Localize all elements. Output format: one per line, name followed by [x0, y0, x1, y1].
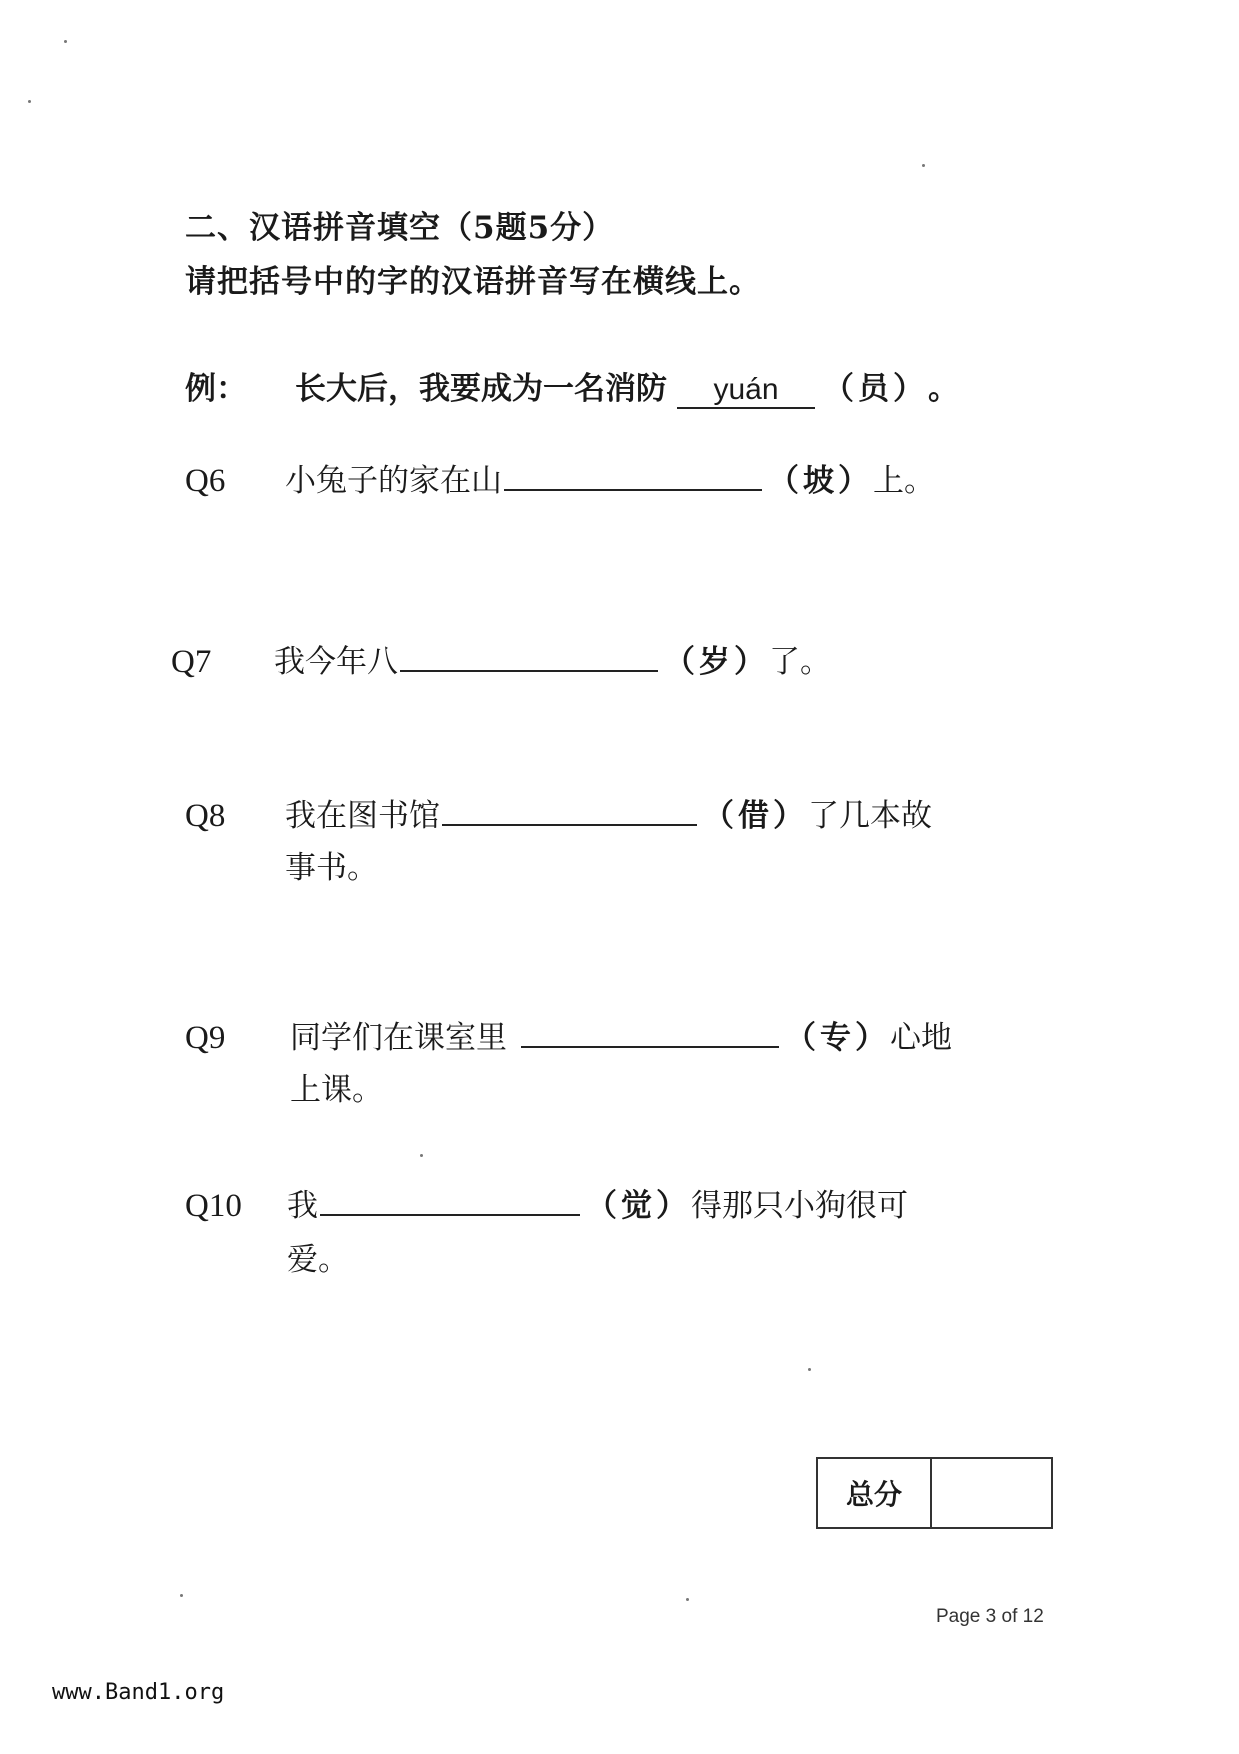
total-score-label: 总分	[818, 1459, 932, 1527]
question-q10	[185, 1180, 908, 1225]
question-continuation: 爱。	[287, 1242, 349, 1278]
example-end: 。	[928, 371, 959, 407]
scan-speck	[180, 1594, 183, 1597]
scan-speck	[922, 164, 925, 167]
question-char: （借）	[703, 798, 808, 834]
section-instruction: 请把括号中的字的汉语拼音写在横线上。	[185, 264, 761, 300]
question-char: （坡）	[768, 463, 873, 499]
scan-speck	[420, 1154, 423, 1157]
answer-blank-q9[interactable]	[521, 1016, 779, 1048]
scan-speck	[64, 40, 67, 43]
scan-speck	[686, 1598, 689, 1601]
example-label: 例：	[185, 371, 247, 407]
question-q7	[171, 636, 831, 681]
question-number: Q9	[185, 1020, 226, 1056]
question-text-after: 上。	[873, 463, 935, 499]
answer-blank-q10[interactable]	[320, 1184, 580, 1216]
scan-speck	[28, 100, 31, 103]
question-text: 同学们在课室里	[290, 1020, 507, 1056]
answer-blank-q8[interactable]	[442, 794, 697, 826]
question-char: （专）	[785, 1020, 890, 1056]
question-q8	[185, 790, 932, 835]
question-char: （觉）	[586, 1188, 691, 1224]
total-score-field[interactable]	[932, 1459, 1051, 1527]
question-continuation: 事书。	[285, 850, 378, 886]
section-title: 二、汉语拼音填空（5题5分）	[185, 210, 615, 246]
question-text: 小兔子的家在山	[285, 463, 502, 499]
question-number: Q6	[185, 463, 226, 499]
example-char: （员）	[823, 371, 928, 407]
watermark: www.Band1.org	[52, 1680, 225, 1705]
question-text: 我在图书馆	[285, 798, 440, 834]
question-text: 我今年八	[274, 644, 398, 680]
page-number: Page 3 of 12	[936, 1606, 1044, 1627]
question-text: 我	[287, 1188, 318, 1224]
question-char: （岁）	[664, 644, 769, 680]
answer-blank-q6[interactable]	[504, 459, 762, 491]
total-score-box	[816, 1457, 1053, 1529]
question-text-after: 了。	[769, 644, 831, 680]
answer-blank-q7[interactable]	[400, 640, 658, 672]
question-number: Q10	[185, 1188, 242, 1224]
question-text-after: 得那只小狗很可	[691, 1188, 908, 1224]
question-number: Q8	[185, 798, 226, 834]
question-text-after: 心地	[890, 1020, 952, 1056]
question-q6	[185, 455, 935, 500]
question-text-after: 了几本故	[808, 798, 932, 834]
example-text: 长大后，我要成为一名消防	[295, 371, 667, 407]
question-q9	[185, 1012, 952, 1057]
example-row	[185, 363, 959, 409]
scan-speck	[808, 1368, 811, 1371]
question-continuation: 上课。	[290, 1072, 383, 1108]
question-number: Q7	[171, 644, 212, 680]
example-answer: yuán	[677, 373, 815, 409]
